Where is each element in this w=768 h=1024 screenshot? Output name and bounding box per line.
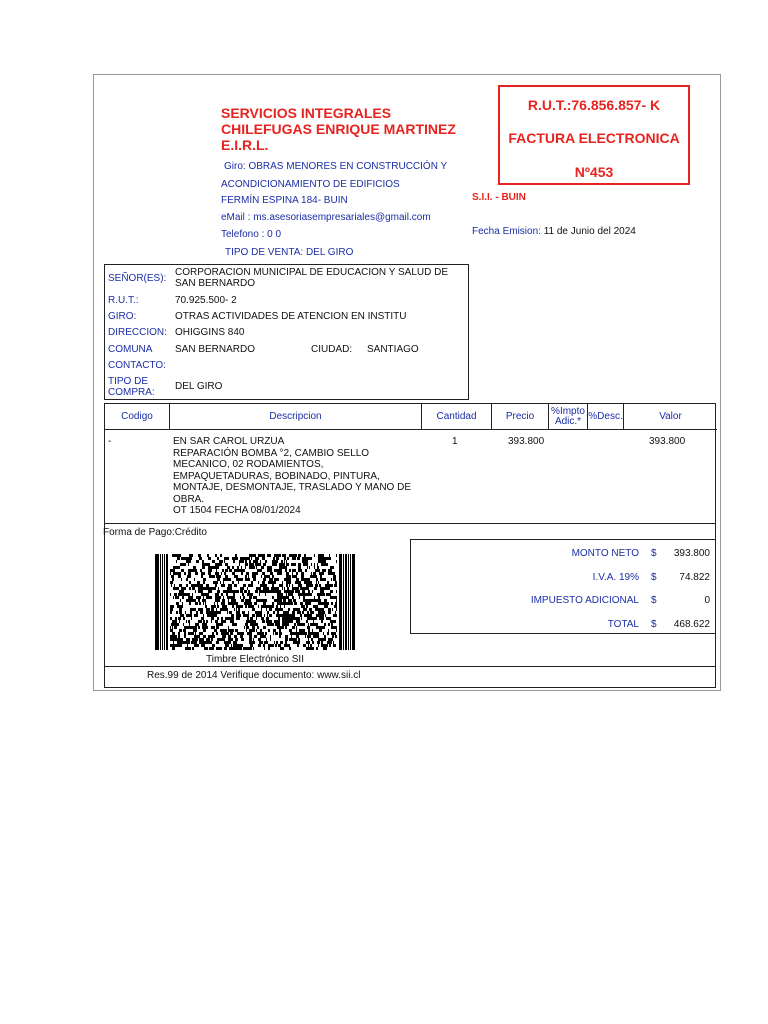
- item-valor: 393.800: [649, 436, 686, 447]
- comuna-value: SAN BERNARDO: [175, 344, 256, 355]
- direccion-value: OHIGGINS 840: [175, 327, 245, 338]
- iva-value: 74.822: [679, 572, 710, 583]
- item-codigo: -: [108, 436, 112, 447]
- impuesto-currency: $: [651, 595, 657, 606]
- header-rule: [105, 429, 715, 430]
- neto-value: 393.800: [673, 548, 710, 559]
- totals-box: [410, 539, 716, 634]
- senor-label: SEÑOR(ES):: [108, 273, 167, 284]
- tipo-compra-value: DEL GIRO: [175, 381, 223, 392]
- stamp-resolution: Res.99 de 2014 Verifique documento: www.sii.cl: [147, 670, 361, 681]
- header-codigo: Codigo: [105, 404, 169, 430]
- rut-label: R.U.T.:: [108, 295, 139, 306]
- stamp-caption: Timbre Electrónico SII: [206, 654, 304, 665]
- contacto-label: CONTACTO:: [108, 360, 166, 371]
- issuer-name: SERVICIOS INTEGRALES CHILEFUGAS ENRIQUE MARTINEZ E.I.R.L.: [221, 105, 456, 153]
- header-desc: %Desc.: [588, 404, 623, 430]
- document-type: FACTURA ELECTRONICA: [508, 130, 680, 146]
- issue-date-value: 11 de Junio del 2024: [543, 226, 636, 237]
- rut-value: 70.925.500- 2: [175, 295, 237, 306]
- iva-label: I.V.A. 19%: [592, 572, 639, 583]
- items-bottom-rule: [105, 523, 715, 524]
- issuer-rut: R.U.T.:76.856.857- K: [527, 97, 661, 113]
- invoice-page: [93, 74, 721, 691]
- ciudad-label: CIUDAD:: [311, 344, 353, 355]
- client-box: [104, 264, 469, 400]
- issuer-email: eMail : ms.asesoriasempresariales@gmail.com: [221, 212, 431, 223]
- stamp-rule: [105, 666, 715, 667]
- issuer-address: FERMÍN ESPINA 184- BUIN: [221, 195, 348, 206]
- header-valor: Valor: [624, 404, 717, 430]
- sii-office: S.I.I. - BUIN: [472, 192, 526, 203]
- total-value: 468.622: [673, 619, 710, 630]
- header-descripcion: Descripcion: [170, 404, 421, 430]
- tipo-compra-label-2: COMPRA:: [108, 387, 155, 398]
- neto-label: MONTO NETO: [571, 548, 639, 559]
- total-currency: $: [651, 619, 657, 630]
- impuesto-value: 0: [704, 595, 710, 606]
- header-impto: %Impto Adic.*: [549, 404, 587, 430]
- item-cantidad: 1: [452, 436, 458, 447]
- total-label: TOTAL: [607, 619, 639, 630]
- issuer-giro-line1: Giro: OBRAS MENORES EN CONSTRUCCIÓN Y: [224, 161, 448, 172]
- issuer-giro-line2: ACONDICIONAMIENTO DE EDIFICIOS: [221, 179, 400, 190]
- iva-currency: $: [651, 572, 657, 583]
- tipo-compra-label-1: TIPO DE: [108, 376, 149, 387]
- pdf417-barcode: [155, 554, 355, 650]
- document-number: Nº453: [574, 164, 614, 180]
- senor-value-2: SAN BERNARDO: [175, 278, 256, 289]
- item-descripcion: EN SAR CAROL URZUA REPARACIÓN BOMBA °2, CAMBIO SELLO MECANICO, 02 RODAMIENTOS, EMPAQUETADURAS, BOBINADO, PINTURA, MONTAJE, DESMONTAJE, TRASLADO Y MANO DE OBRA. OT 1504 FECHA 08/01/2024: [173, 436, 412, 516]
- issuer-sale-type: TIPO DE VENTA: DEL GIRO: [225, 247, 354, 258]
- items-table: [104, 403, 716, 688]
- impuesto-label: IMPUESTO ADICIONAL: [530, 595, 639, 606]
- senor-value-1: CORPORACION MUNICIPAL DE EDUCACION Y SALUD DE: [175, 267, 449, 278]
- issue-date-label: Fecha Emision:: [472, 226, 541, 237]
- payment-method: Forma de Pago:Crédito: [103, 527, 207, 538]
- giro-value: OTRAS ACTIVIDADES DE ATENCION EN INSTITU: [175, 311, 407, 322]
- issue-date-line: [472, 226, 636, 237]
- issuer-phone: Telefono : 0 0: [221, 229, 282, 240]
- comuna-label: COMUNA: [108, 344, 153, 355]
- document-id-box: [498, 85, 690, 185]
- header-precio: Precio: [492, 404, 548, 430]
- neto-currency: $: [651, 548, 657, 559]
- item-precio: 393.800: [508, 436, 545, 447]
- ciudad-value: SANTIAGO: [367, 344, 419, 355]
- giro-label: GIRO:: [108, 311, 137, 322]
- direccion-label: DIRECCION:: [108, 327, 167, 338]
- header-cantidad: Cantidad: [422, 404, 491, 430]
